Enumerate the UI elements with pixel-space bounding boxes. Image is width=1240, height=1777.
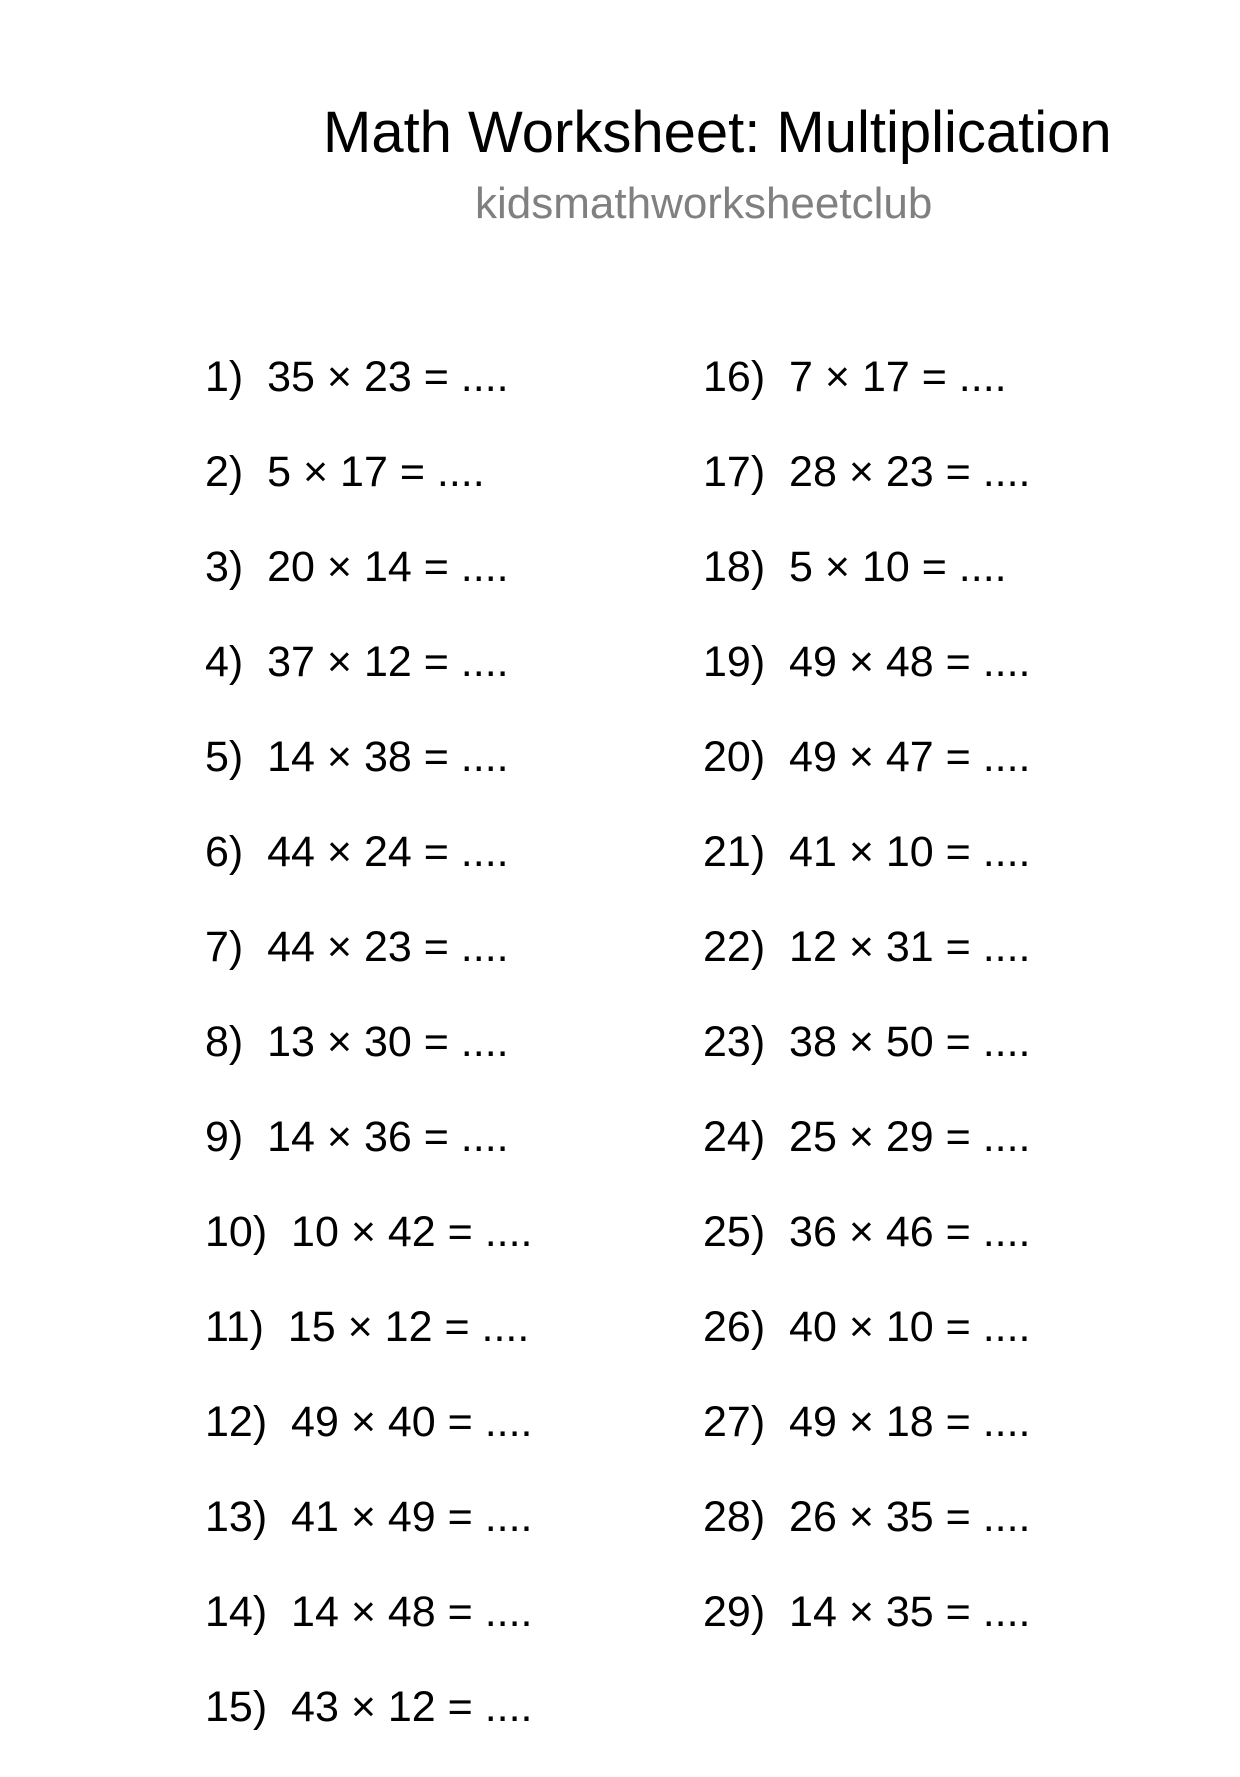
problem-27: 27) 49 × 18 = .... bbox=[703, 1398, 1031, 1446]
problems-column-left bbox=[205, 352, 533, 1777]
problem-25: 25) 36 × 46 = .... bbox=[703, 1208, 1031, 1256]
problem-8: 8) 13 × 30 = .... bbox=[205, 1018, 509, 1066]
problem-7: 7) 44 × 23 = .... bbox=[205, 923, 509, 971]
problem-2: 2) 5 × 17 = .... bbox=[205, 448, 485, 496]
worksheet-subtitle: kidsmathworksheetclub bbox=[475, 179, 933, 228]
problem-11: 11) 15 × 12 = .... bbox=[205, 1303, 530, 1351]
problem-23: 23) 38 × 50 = .... bbox=[703, 1018, 1031, 1066]
problem-3: 3) 20 × 14 = .... bbox=[205, 543, 509, 591]
problem-5: 5) 14 × 38 = .... bbox=[205, 733, 509, 781]
problem-22: 22) 12 × 31 = .... bbox=[703, 923, 1031, 971]
problem-15: 15) 43 × 12 = .... bbox=[205, 1683, 533, 1731]
problem-13: 13) 41 × 49 = .... bbox=[205, 1493, 533, 1541]
problem-17: 17) 28 × 23 = .... bbox=[703, 448, 1031, 496]
problem-12: 12) 49 × 40 = .... bbox=[205, 1398, 533, 1446]
problem-6: 6) 44 × 24 = .... bbox=[205, 828, 509, 876]
problem-21: 21) 41 × 10 = .... bbox=[703, 828, 1031, 876]
problem-19: 19) 49 × 48 = .... bbox=[703, 638, 1031, 686]
problems-column-right bbox=[703, 352, 1031, 1682]
problem-20: 20) 49 × 47 = .... bbox=[703, 733, 1031, 781]
worksheet-title: Math Worksheet: Multiplication bbox=[323, 100, 1112, 165]
problem-29: 29) 14 × 35 = .... bbox=[703, 1588, 1031, 1636]
problem-4: 4) 37 × 12 = .... bbox=[205, 638, 509, 686]
problem-26: 26) 40 × 10 = .... bbox=[703, 1303, 1031, 1351]
problem-28: 28) 26 × 35 = .... bbox=[703, 1493, 1031, 1541]
problem-18: 18) 5 × 10 = .... bbox=[703, 543, 1007, 591]
problem-14: 14) 14 × 48 = .... bbox=[205, 1588, 533, 1636]
problem-10: 10) 10 × 42 = .... bbox=[205, 1208, 533, 1256]
problem-9: 9) 14 × 36 = .... bbox=[205, 1113, 509, 1161]
problem-1: 1) 35 × 23 = .... bbox=[205, 353, 509, 401]
problem-16: 16) 7 × 17 = .... bbox=[703, 353, 1007, 401]
problem-24: 24) 25 × 29 = .... bbox=[703, 1113, 1031, 1161]
